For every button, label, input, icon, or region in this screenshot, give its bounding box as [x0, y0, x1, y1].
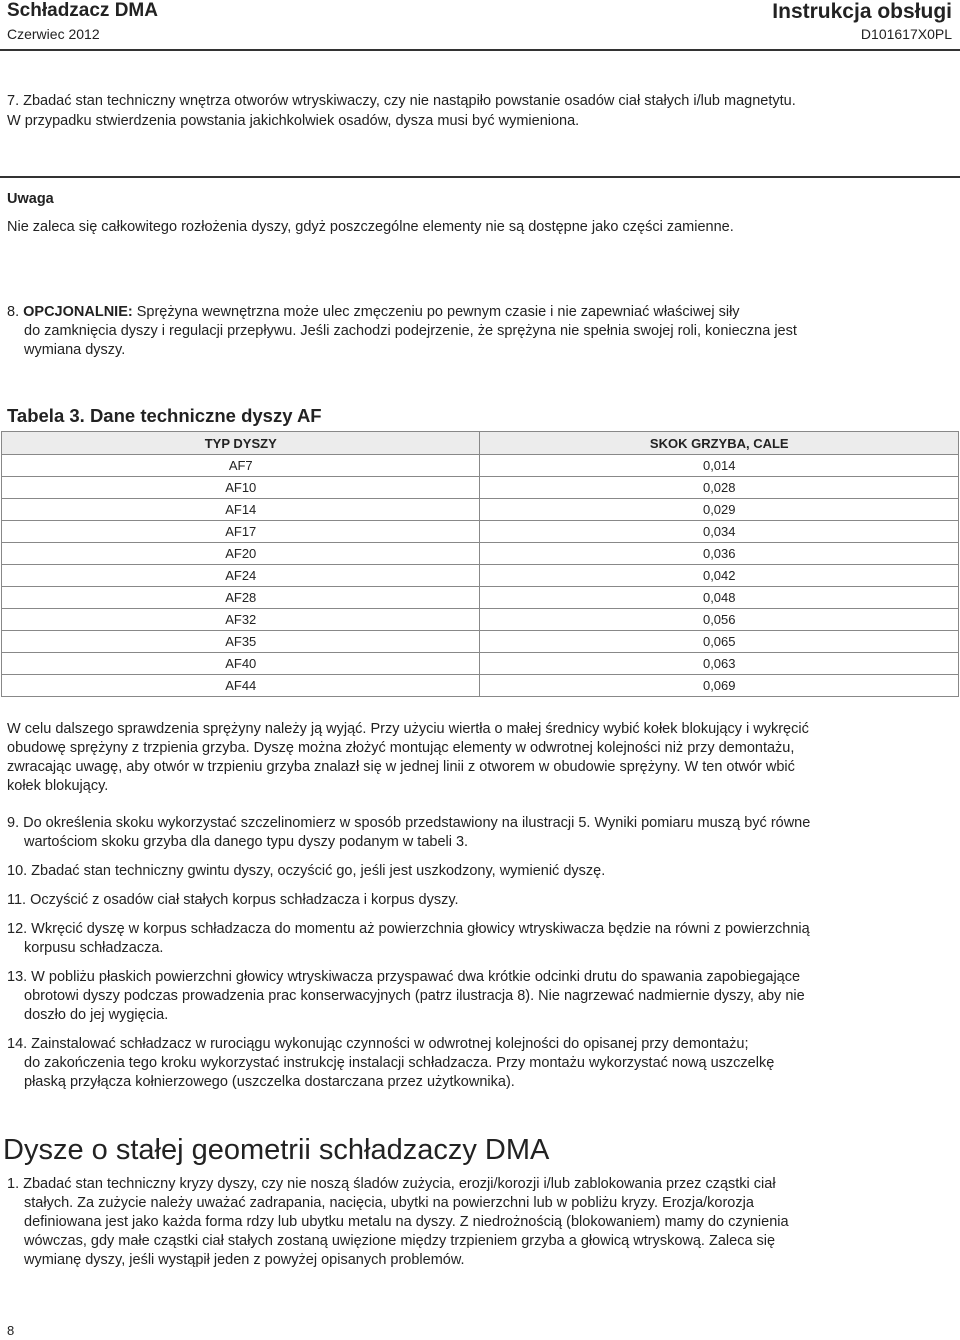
table-row — [2, 609, 959, 631]
table-row — [2, 455, 959, 477]
step-13-line-2: obrotowi dyszy podczas prowadzenia prac konserwacyjnych (patrz ilustracja 8). Nie nagrzewać nadmiernie dyszy, aby nie — [24, 988, 805, 1004]
cell-stroke: 0,029 — [480, 499, 959, 521]
document-type: Instrukcja obsługi — [772, 0, 952, 23]
cell-nozzle-type: AF10 — [2, 477, 480, 499]
section-step-1-line-2: stałych. Za zużycie należy uważać zadrapania, nacięcia, ubytki na powierzchni lub w pobliżu kryzy. Erozja/korozja — [24, 1195, 754, 1211]
cell-nozzle-type: AF32 — [2, 609, 480, 631]
table-row — [2, 543, 959, 565]
after-table-line-2: obudowę sprężyny z trzpienia grzyba. Dyszę można złożyć montując elementy w odwrotnej kolejności niż przy demontażu, — [7, 740, 795, 756]
step-14-line-2: do zakończenia tego kroku wykorzystać instrukcję instalacji schładzacza. Przy montażu wykorzystać nową uszczelkę — [24, 1055, 775, 1071]
column-header-stroke: SKOK GRZYBA, CALE — [480, 432, 959, 455]
cell-stroke: 0,063 — [480, 653, 959, 675]
cell-nozzle-type: AF17 — [2, 521, 480, 543]
document-title: Schładzacz DMA — [7, 0, 158, 21]
cell-stroke: 0,056 — [480, 609, 959, 631]
step-7-line-2: W przypadku stwierdzenia powstania jakichkolwiek osadów, dysza musi być wymieniona. — [7, 113, 580, 129]
step-8-line-2: do zamknięcia dyszy i regulacji przepływu. Jeśli zachodzi podejrzenie, że sprężyna nie spełnia swojej roli, konieczna jest — [24, 323, 797, 339]
cell-stroke: 0,069 — [480, 675, 959, 697]
cell-nozzle-type: AF35 — [2, 631, 480, 653]
table-row — [2, 631, 959, 653]
table-row — [2, 653, 959, 675]
section-step-1-line-3: definiowana jest jako każda forma rdzy lub ubytku metalu na dyszy. Z niedrożnością (blokowaniem) mamy do czynienia — [24, 1214, 789, 1230]
cell-stroke: 0,034 — [480, 521, 959, 543]
cell-nozzle-type: AF28 — [2, 587, 480, 609]
step-13-line-3: doszło do jej wygięcia. — [24, 1007, 169, 1023]
table-caption: Tabela 3. Dane techniczne dyszy AF — [7, 405, 322, 426]
section-heading: Dysze o stałej geometrii schładzaczy DMA — [3, 1134, 550, 1166]
column-header-nozzle-type: TYP DYSZY — [2, 432, 480, 455]
step-8-label: OPCJONALNIE: — [23, 304, 133, 320]
table-row — [2, 565, 959, 587]
document-date: Czerwiec 2012 — [7, 26, 100, 42]
step-8-text: Sprężyna wewnętrzna może ulec zmęczeniu po pewnym czasie i nie zapewniać właściwej siły — [136, 304, 740, 320]
step-14-line-3: płaską przyłącza kołnierzowego (uszczelka dostarczana przez użytkownika). — [24, 1074, 515, 1090]
table-header-row — [2, 432, 959, 455]
step-9-line-1: 9. Do określenia skoku wykorzystać szczelinomierz w sposób przedstawiony na ilustracji 5. Wyniki pomiaru muszą być równe — [7, 815, 811, 831]
section-step-1-line-1: 1. Zbadać stan techniczny kryzy dyszy, czy nie noszą śladów zużycia, erozji/korozji i/lub zablokowania przez cząstki ciał — [7, 1176, 776, 1192]
cell-stroke: 0,028 — [480, 477, 959, 499]
note-text: Nie zaleca się całkowitego rozłożenia dyszy, gdyż poszczególne elementy nie są dostępne jako części zamienne. — [7, 219, 734, 235]
section-step-1-line-4: wówczas, gdy małe cząstki ciał stałych zostaną uwięzione między trzpieniem grzyba a głowicą wtryskową. Zaleca się — [24, 1233, 776, 1249]
section-step-1-line-5: wymianę dyszy, jeśli wystąpił jeden z powyżej opisanych problemów. — [24, 1252, 465, 1268]
table-row — [2, 521, 959, 543]
page-number: 8 — [7, 1323, 15, 1338]
table-row — [2, 477, 959, 499]
cell-stroke: 0,014 — [480, 455, 959, 477]
cell-nozzle-type: AF24 — [2, 565, 480, 587]
step-10-line-1: 10. Zbadać stan techniczny gwintu dyszy, oczyścić go, jeśli jest uszkodzony, wymienić dyszę. — [7, 863, 606, 879]
cell-nozzle-type: AF20 — [2, 543, 480, 565]
step-14-line-1: 14. Zainstalować schładzacz w rurociągu wykonując czynności w odwrotnej kolejności do opisanej przy demontażu; — [7, 1036, 749, 1052]
after-table-line-1: W celu dalszego sprawdzenia sprężyny należy ją wyjąć. Przy użyciu wiertła o małej średnicy wybić kołek blokujący i wykręcić — [7, 721, 809, 737]
step-13-line-1: 13. W pobliżu płaskich powierzchni głowicy wtryskiwacza przyspawać dwa krótkie odcinki drutu do spawania zapobiegające — [7, 969, 801, 985]
document-number: D101617X0PL — [860, 26, 952, 42]
nozzle-spec-table — [1, 431, 959, 697]
cell-nozzle-type: AF14 — [2, 499, 480, 521]
table-row — [2, 587, 959, 609]
cell-nozzle-type: AF40 — [2, 653, 480, 675]
cell-nozzle-type: AF7 — [2, 455, 480, 477]
step-12-line-2: korpusu schładzacza. — [24, 940, 164, 956]
table-row — [2, 499, 959, 521]
step-8-line-1 — [7, 303, 740, 322]
table-row — [2, 675, 959, 697]
cell-stroke: 0,065 — [480, 631, 959, 653]
step-9-line-2: wartościom skoku grzyba dla danego typu dyszy podanym w tabeli 3. — [24, 834, 469, 850]
after-table-line-3: zwracając uwagę, aby otwór w trzpieniu grzyba znalazł się w jednej linii z otworem w obudowie sprężyny. W ten otwór wbić — [7, 759, 795, 775]
step-7-line-1: 7. Zbadać stan techniczny wnętrza otworów wtryskiwaczy, czy nie nastąpiło powstanie osadów ciał stałych i/lub magnetytu. — [7, 93, 796, 109]
after-table-line-4: kołek blokujący. — [7, 778, 109, 794]
header-divider — [0, 49, 960, 51]
note-divider — [0, 176, 960, 178]
note-heading: Uwaga — [7, 191, 54, 207]
cell-stroke: 0,048 — [480, 587, 959, 609]
cell-stroke: 0,042 — [480, 565, 959, 587]
step-11-line-1: 11. Oczyścić z osadów ciał stałych korpus schładzacza i korpus dyszy. — [7, 892, 459, 908]
step-12-line-1: 12. Wkręcić dyszę w korpus schładzacza do momentu aż powierzchnia głowicy wtryskiwacza będzie na równi z powierzchnią — [7, 921, 810, 937]
cell-stroke: 0,036 — [480, 543, 959, 565]
step-8-number: 8. — [7, 304, 20, 320]
cell-nozzle-type: AF44 — [2, 675, 480, 697]
step-8-line-3: wymiana dyszy. — [24, 342, 126, 358]
